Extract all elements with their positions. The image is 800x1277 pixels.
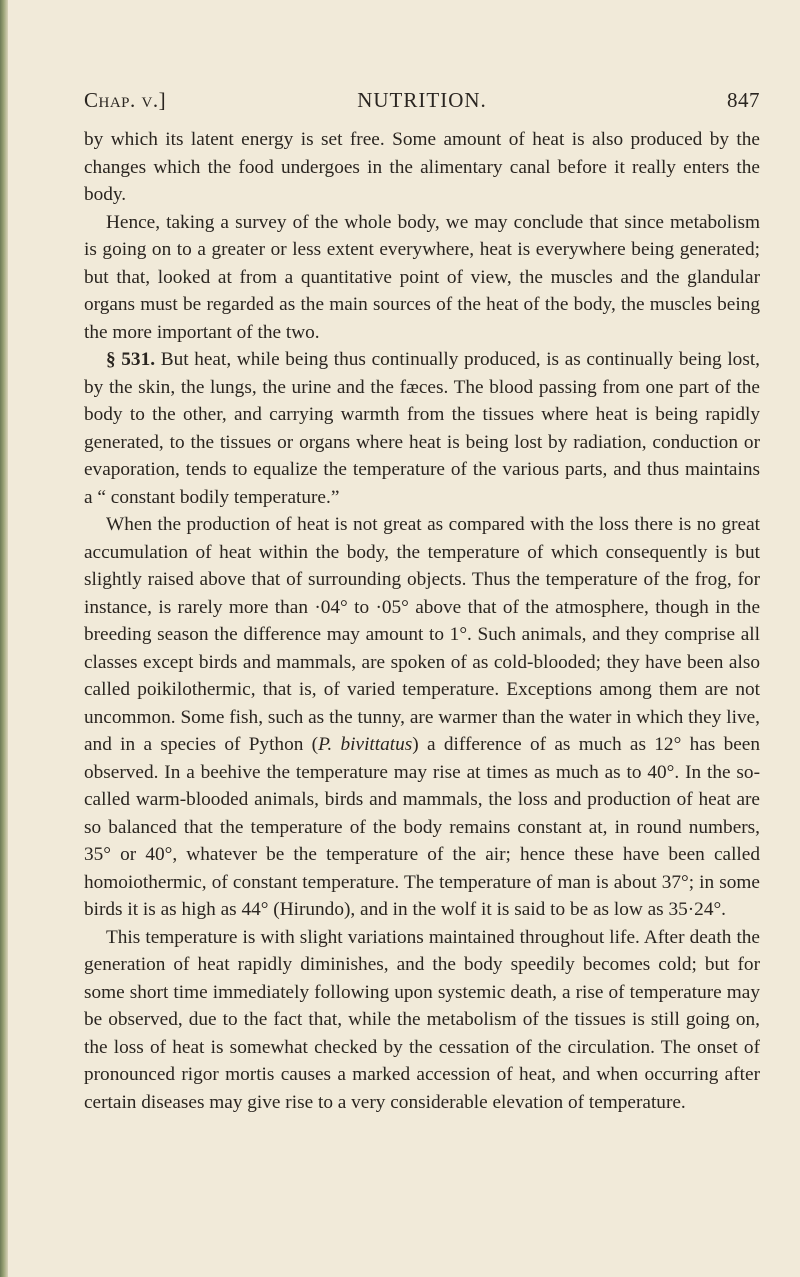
running-head <box>84 86 760 116</box>
page-binding-edge <box>0 0 8 1277</box>
paragraph-text: Hence, taking a survey of the whole body, we may conclude that since metabolism is going on to a greater or less extent everywhere, heat is everywhere being generated; but that, looked at from a quantitative point of view, the muscles and the glandular organs must be regarded as the main sources of the heat of the body, the muscles being the more important of the two. <box>84 211 760 343</box>
paragraph-text: When the production of heat is not great as compared with the loss there is no great accumulation of heat within the body, the temperature of which consequently is but slightly raised above that of surrounding objects. Thus the temperature of the frog, for instance, is rarely more than ·04° to ·05° above that of the atmosphere, though in the breeding season the difference may amount to 1°. Such animals, and they comprise all classes except birds and mammals, are spoken of as cold-blooded; they have been also called poikilothermic, that is, of varied temperature. Exceptions among them are not uncommon. Some fish, such as the tunny, are warmer than the water in which they live, and in a species of Python ( <box>84 514 760 755</box>
paragraph-text: ) a difference of as much as 12° has been observed. In a beehive the temperature may rise at times as much as to 40°. In the so-called warm-blooded animals, birds and mammals, the loss and production of heat are so balanced that the temperature of the body remains constant at, in round numbers, 35° or 40°, whatever be the temperature of the air; hence these have been called homoiothermic, of constant temperature. The temperature of man is about 37°; in some birds it is as high as 44° (Hirundo), and in the wolf it is said to be as low as 35·24°. <box>84 734 760 920</box>
paragraph-heat-sources <box>84 209 760 347</box>
body-text <box>84 126 760 1116</box>
page-number: 847 <box>727 88 760 112</box>
paragraph-continuation <box>84 126 760 209</box>
paragraph-cold-blooded <box>84 511 760 924</box>
paragraph-death-temperature <box>84 924 760 1117</box>
section-number: § 531. <box>106 349 156 370</box>
chapter-label: Chap. v.] <box>84 88 167 112</box>
paragraph-section-531 <box>84 346 760 511</box>
page-title: NUTRITION. <box>357 88 487 112</box>
species-name: P. bivittatus <box>318 734 413 755</box>
paragraph-text: This temperature is with slight variations maintained throughout life. After death the generation of heat rapidly diminishes, and the body speedily becomes cold; but for some short time immediately following upon systemic death, a rise of temperature may be observed, due to the fact that, while the metabolism of the tissues is still going on, the loss of heat is somewhat checked by the cessation of the circulation. The onset of pronounced rigor mortis causes a marked accession of heat, and when occurring after certain diseases may give rise to a very considerable elevation of temperature. <box>84 926 760 1113</box>
paragraph-text: But heat, while being thus continually produced, is as continually being lost, by the skin, the lungs, the urine and the fæces. The blood passing from one part of the body to the other, and carrying warmth from the tissues where heat is being rapidly generated, to the tissues or organs where heat is being lost by radiation, conduction or evaporation, tends to equalize the temperature of the various parts, and thus maintains a “ constant bodily temperature.” <box>84 349 760 508</box>
paragraph-text: by which its latent energy is set free. Some amount of heat is also produced by the changes which the food undergoes in the alimentary canal before it really enters the body. <box>84 129 760 205</box>
book-page <box>84 86 760 1236</box>
